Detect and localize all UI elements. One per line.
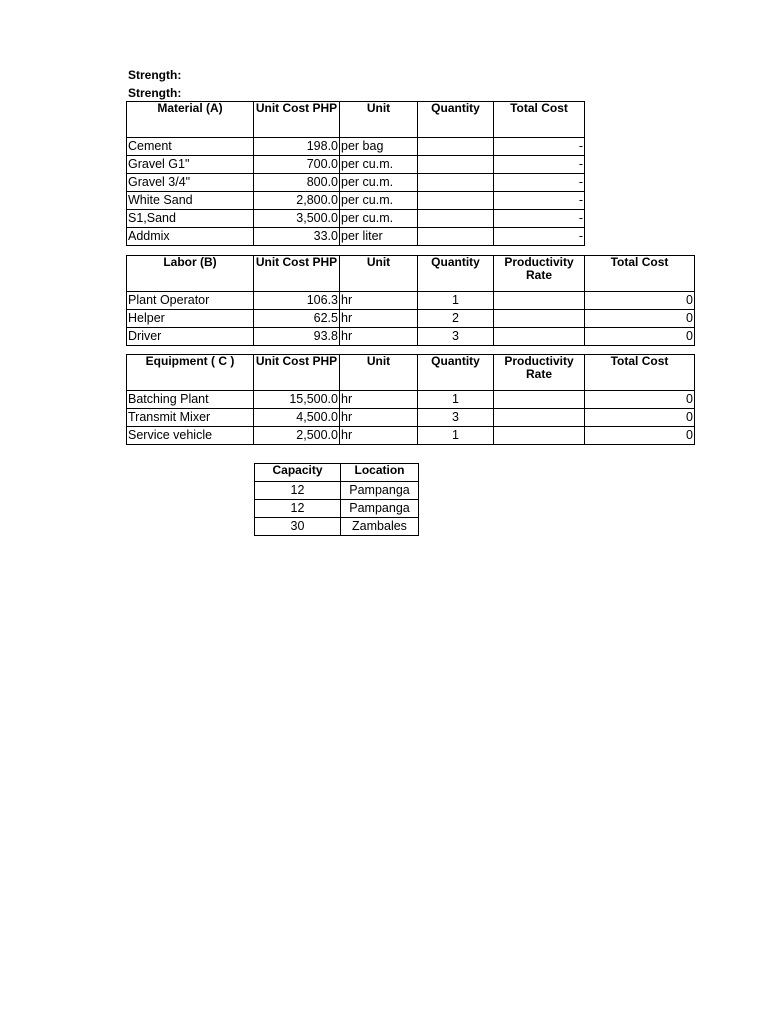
table-row [127, 138, 585, 156]
material-name[interactable]: Addmix [127, 228, 254, 246]
labor-name[interactable]: Plant Operator [127, 292, 254, 310]
table-row [127, 310, 695, 328]
capacity-value[interactable]: 12 [255, 482, 341, 500]
table-row [255, 518, 419, 536]
labor-name[interactable]: Helper [127, 310, 254, 328]
material-total[interactable]: - [494, 192, 585, 210]
table-row [127, 391, 695, 409]
header-location: Location [341, 464, 419, 482]
header-labor: Labor (B) [127, 256, 254, 292]
material-unit[interactable]: per cu.m. [340, 156, 418, 174]
material-unit-cost[interactable]: 2,800.0 [254, 192, 340, 210]
labor-unit[interactable]: hr [340, 310, 418, 328]
material-quantity[interactable] [418, 192, 494, 210]
labor-table [126, 255, 695, 346]
labor-total[interactable]: 0 [585, 328, 695, 346]
table-row [127, 328, 695, 346]
material-table [126, 101, 585, 246]
material-unit[interactable]: per bag [340, 138, 418, 156]
equipment-unit-cost[interactable]: 2,500.0 [254, 427, 340, 445]
material-name[interactable]: Cement [127, 138, 254, 156]
header-equipment: Equipment ( C ) [127, 355, 254, 391]
strength-label-2: Strength: [128, 86, 182, 100]
labor-quantity[interactable]: 2 [418, 310, 494, 328]
capacity-value[interactable]: 12 [255, 500, 341, 518]
material-unit-cost[interactable]: 33.0 [254, 228, 340, 246]
labor-header-row [127, 256, 695, 292]
header-total-cost: Total Cost [585, 256, 695, 292]
material-name[interactable]: Gravel 3/4" [127, 174, 254, 192]
equipment-rate[interactable] [494, 427, 585, 445]
material-unit[interactable]: per cu.m. [340, 192, 418, 210]
table-row [127, 156, 585, 174]
material-unit-cost[interactable]: 198.0 [254, 138, 340, 156]
header-unit: Unit [340, 355, 418, 391]
header-unit: Unit [340, 102, 418, 138]
material-total[interactable]: - [494, 228, 585, 246]
equipment-quantity[interactable]: 1 [418, 391, 494, 409]
table-row [255, 482, 419, 500]
material-total[interactable]: - [494, 156, 585, 174]
equipment-total[interactable]: 0 [585, 391, 695, 409]
equipment-unit-cost[interactable]: 4,500.0 [254, 409, 340, 427]
labor-quantity[interactable]: 1 [418, 292, 494, 310]
equipment-total[interactable]: 0 [585, 409, 695, 427]
material-unit-cost[interactable]: 700.0 [254, 156, 340, 174]
capacity-value[interactable]: 30 [255, 518, 341, 536]
header-unit-cost: Unit Cost PHP [254, 256, 340, 292]
material-quantity[interactable] [418, 156, 494, 174]
table-row [127, 174, 585, 192]
header-material: Material (A) [127, 102, 254, 138]
labor-unit-cost[interactable]: 93.8 [254, 328, 340, 346]
header-quantity: Quantity [418, 102, 494, 138]
equipment-unit[interactable]: hr [340, 409, 418, 427]
equipment-quantity[interactable]: 1 [418, 427, 494, 445]
equipment-unit-cost[interactable]: 15,500.0 [254, 391, 340, 409]
material-header-row [127, 102, 585, 138]
labor-rate[interactable] [494, 292, 585, 310]
equipment-name[interactable]: Transmit Mixer [127, 409, 254, 427]
equipment-table [126, 354, 695, 445]
labor-rate[interactable] [494, 328, 585, 346]
material-quantity[interactable] [418, 174, 494, 192]
equipment-rate[interactable] [494, 409, 585, 427]
material-unit[interactable]: per cu.m. [340, 210, 418, 228]
material-name[interactable]: White Sand [127, 192, 254, 210]
material-total[interactable]: - [494, 174, 585, 192]
capacity-location-table [254, 463, 419, 536]
header-quantity: Quantity [418, 256, 494, 292]
header-capacity: Capacity [255, 464, 341, 482]
header-unit: Unit [340, 256, 418, 292]
material-unit[interactable]: per liter [340, 228, 418, 246]
header-total-cost: Total Cost [585, 355, 695, 391]
equipment-quantity[interactable]: 3 [418, 409, 494, 427]
material-name[interactable]: Gravel G1" [127, 156, 254, 174]
strength-label-1: Strength: [128, 68, 182, 82]
material-quantity[interactable] [418, 138, 494, 156]
equipment-header-row [127, 355, 695, 391]
equipment-total[interactable]: 0 [585, 427, 695, 445]
material-unit[interactable]: per cu.m. [340, 174, 418, 192]
labor-total[interactable]: 0 [585, 310, 695, 328]
table-row [127, 409, 695, 427]
labor-unit[interactable]: hr [340, 292, 418, 310]
header-unit-cost: Unit Cost PHP [254, 102, 340, 138]
labor-unit[interactable]: hr [340, 328, 418, 346]
equipment-unit[interactable]: hr [340, 427, 418, 445]
labor-unit-cost[interactable]: 106.3 [254, 292, 340, 310]
capacity-header-row [255, 464, 419, 482]
header-productivity-rate: Productivity Rate [494, 355, 585, 391]
equipment-name[interactable]: Service vehicle [127, 427, 254, 445]
table-row [127, 210, 585, 228]
header-productivity-rate: Productivity Rate [494, 256, 585, 292]
material-quantity[interactable] [418, 228, 494, 246]
table-row [127, 228, 585, 246]
table-row [127, 192, 585, 210]
equipment-unit[interactable]: hr [340, 391, 418, 409]
header-total-cost: Total Cost [494, 102, 585, 138]
labor-rate[interactable] [494, 310, 585, 328]
material-unit-cost[interactable]: 800.0 [254, 174, 340, 192]
labor-name[interactable]: Driver [127, 328, 254, 346]
labor-unit-cost[interactable]: 62.5 [254, 310, 340, 328]
table-row [255, 500, 419, 518]
table-row [127, 427, 695, 445]
location-value[interactable]: Pampanga [341, 500, 419, 518]
material-total[interactable]: - [494, 210, 585, 228]
header-quantity: Quantity [418, 355, 494, 391]
equipment-rate[interactable] [494, 391, 585, 409]
material-unit-cost[interactable]: 3,500.0 [254, 210, 340, 228]
material-name[interactable]: S1,Sand [127, 210, 254, 228]
labor-quantity[interactable]: 3 [418, 328, 494, 346]
material-quantity[interactable] [418, 210, 494, 228]
equipment-name[interactable]: Batching Plant [127, 391, 254, 409]
location-value[interactable]: Pampanga [341, 482, 419, 500]
table-row [127, 292, 695, 310]
header-unit-cost: Unit Cost PHP [254, 355, 340, 391]
labor-total[interactable]: 0 [585, 292, 695, 310]
material-total[interactable]: - [494, 138, 585, 156]
location-value[interactable]: Zambales [341, 518, 419, 536]
